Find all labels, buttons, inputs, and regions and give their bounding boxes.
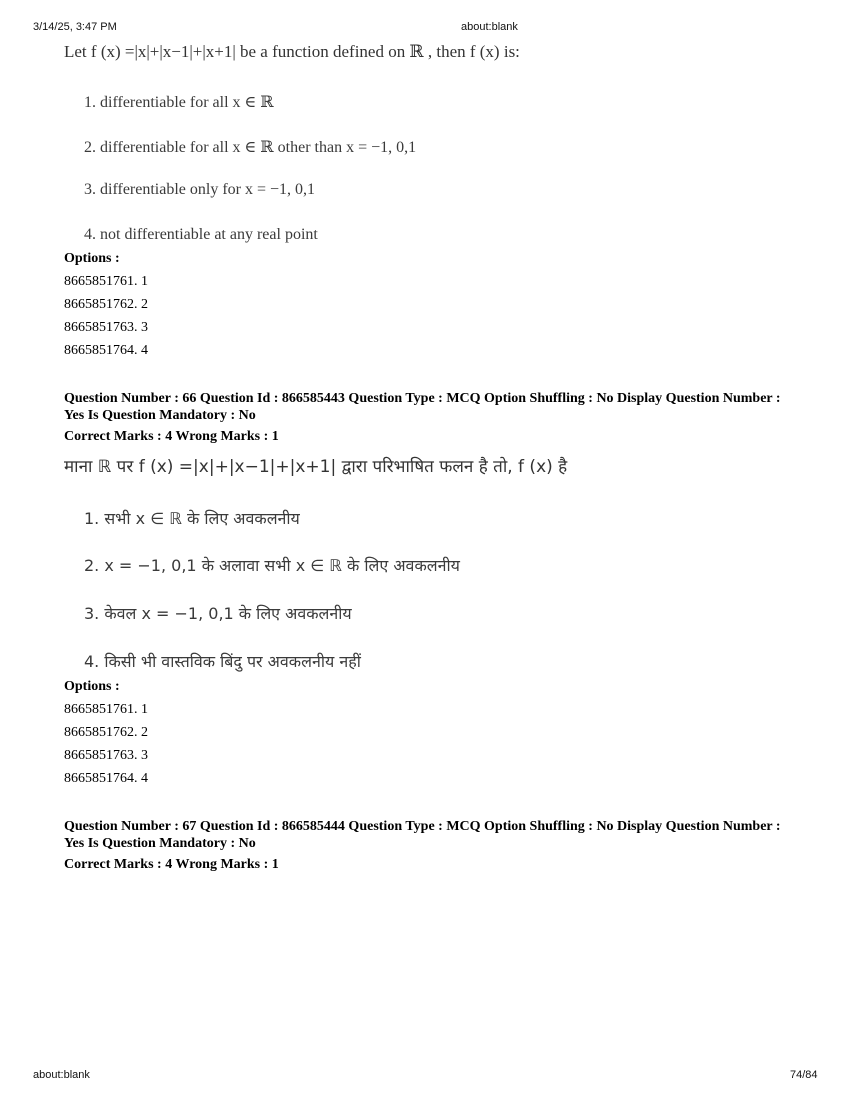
q65-option-3: 3. differentiable only for x = −1, 0,1 [84, 181, 316, 198]
q65-options-label: Options : [64, 251, 120, 266]
q66-option-id-1: 8665851761. 1 [64, 702, 148, 717]
q66-marks: Correct Marks : 4 Wrong Marks : 1 [64, 429, 279, 444]
q65-option-id-4: 8665851764. 4 [64, 343, 148, 358]
q65-option-4: 4. not differentiable at any real point [84, 226, 318, 243]
q65-option-id-3: 8665851763. 3 [64, 320, 148, 335]
q67-meta: Question Number : 67 Question Id : 866585444 Question Type : MCQ Option Shuffling : No Display Question Number : Yes Is Question Mandatory : No [64, 819, 781, 851]
q66-options-label: Options : [64, 679, 120, 694]
print-url: about:blank [461, 21, 518, 33]
q66-option-id-3: 8665851763. 3 [64, 748, 148, 763]
print-datetime: 3/14/25, 3:47 PM [33, 21, 117, 33]
q65-option-id-1: 8665851761. 1 [64, 274, 148, 289]
q66-option-id-2: 8665851762. 2 [64, 725, 148, 740]
q66-meta: Question Number : 66 Question Id : 866585443 Question Type : MCQ Option Shuffling : No Display Question Number : Yes Is Question Mandatory : No [64, 391, 781, 423]
footer-url: about:blank [33, 1069, 90, 1081]
q65-option-id-2: 8665851762. 2 [64, 297, 148, 312]
q66-option-2: 2. x = −1, 0,1 के अलावा सभी x ∈ ℝ के लिए अवकलनीय [84, 556, 460, 575]
q66-question-text: माना ℝ पर f (x) =|x|+|x−1|+|x+1| द्वारा परिभाषित फलन है तो, f (x) है [64, 457, 568, 477]
page-number: 74/84 [790, 1069, 818, 1081]
q66-option-1: 1. सभी x ∈ ℝ के लिए अवकलनीय [84, 509, 300, 528]
q65-question-text: Let f (x) =|x|+|x−1|+|x+1| be a function defined on ℝ , then f (x) is: [64, 42, 520, 61]
q67-marks: Correct Marks : 4 Wrong Marks : 1 [64, 857, 279, 872]
q66-option-4: 4. किसी भी वास्तविक बिंदु पर अवकलनीय नहीं [84, 652, 361, 671]
q66-option-3: 3. केवल x = −1, 0,1 के लिए अवकलनीय [84, 604, 352, 623]
q66-option-id-4: 8665851764. 4 [64, 771, 148, 786]
q65-option-1: 1. differentiable for all x ∈ ℝ [84, 94, 274, 111]
q65-option-2: 2. differentiable for all x ∈ ℝ other than x = −1, 0,1 [84, 139, 417, 156]
